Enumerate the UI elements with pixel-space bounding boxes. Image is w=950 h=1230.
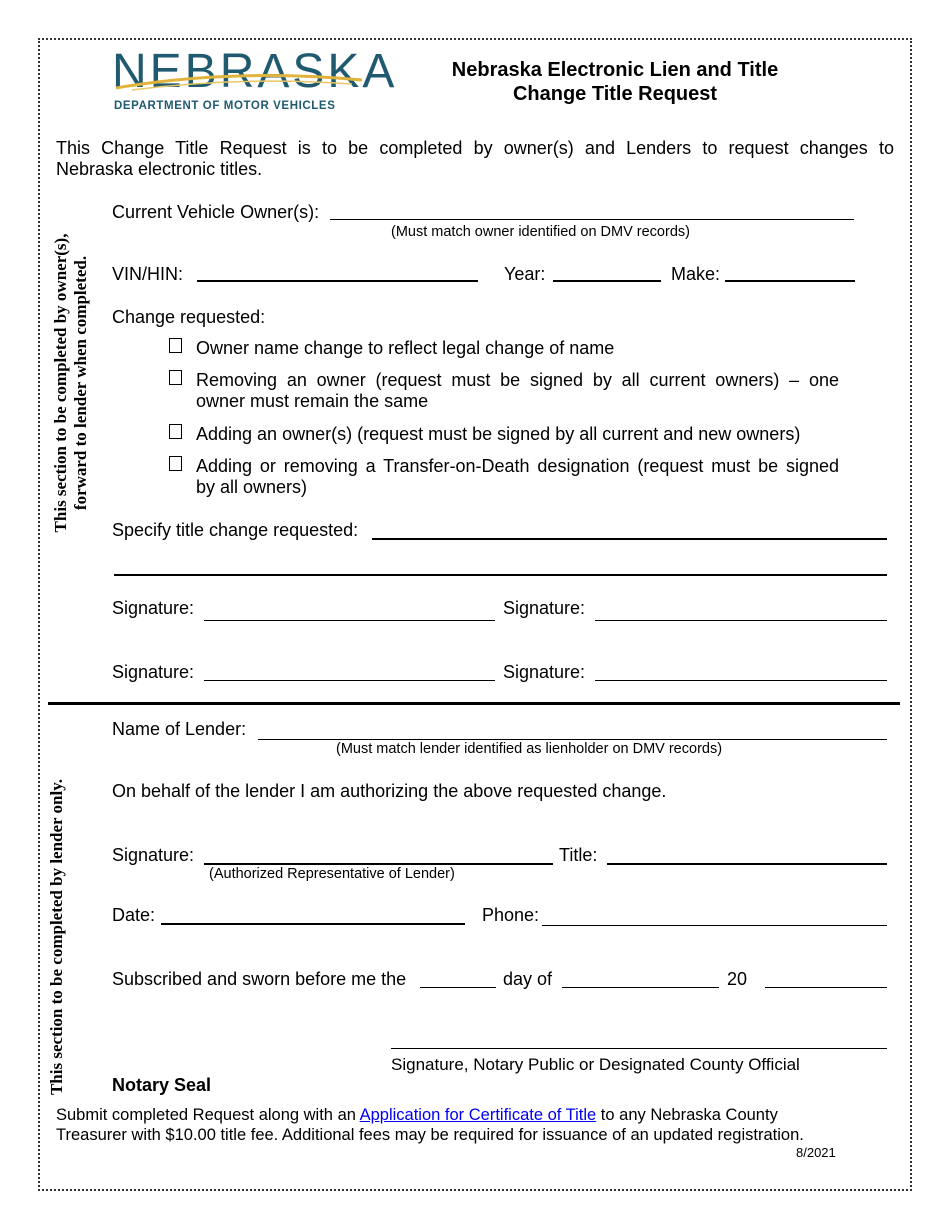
notary-seal-label: Notary Seal: [112, 1075, 212, 1095]
application-certificate-title-link[interactable]: Application for Certificate of Title: [359, 1106, 597, 1124]
change-requested-label: Change requested:: [112, 307, 266, 327]
sworn-month-field[interactable]: [562, 971, 719, 988]
current-owner-field[interactable]: [330, 204, 854, 220]
option-remove-owner-label: Removing an owner (request must be signed by all current owners) – one: [196, 370, 839, 390]
lender-signature-label: Signature:: [112, 845, 195, 865]
sworn-day-field[interactable]: [420, 971, 496, 988]
vin-field[interactable]: [197, 264, 478, 282]
phone-label: Phone:: [482, 905, 540, 925]
lender-name-label: Name of Lender:: [112, 719, 247, 739]
option-name-change-checkbox[interactable]: [169, 338, 182, 353]
lender-authorize-text: On behalf of the lender I am authorizing the above requested change.: [112, 781, 667, 801]
intro-line1: This Change Title Request is to be completed by owner(s) and Lenders to request changes to: [56, 138, 894, 158]
lender-title-label: Title:: [559, 845, 598, 865]
lender-signature-field[interactable]: [204, 847, 553, 865]
option-tod-checkbox[interactable]: [169, 456, 182, 471]
form-date: 8/2021: [796, 1145, 836, 1160]
owner-signature-label-4: Signature:: [503, 662, 586, 682]
owner-signature-field-3[interactable]: [204, 664, 495, 681]
year-field[interactable]: [553, 264, 661, 282]
owner-signature-label-1: Signature:: [112, 598, 195, 618]
specify-change-field[interactable]: [372, 522, 887, 540]
footer-line2: Treasurer with $10.00 title fee. Additional fees may be required for issuance of an updated registration.: [56, 1126, 804, 1144]
logo-subtitle: DEPARTMENT OF MOTOR VEHICLES: [114, 100, 336, 112]
footer-instructions: [56, 1105, 804, 1145]
owner-signature-field-4[interactable]: [595, 664, 887, 681]
logo-wordmark: NEBRASKA: [112, 45, 398, 98]
notary-signature-field[interactable]: [391, 1032, 887, 1049]
option-tod-label: Adding or removing a Transfer-on-Death designation (request must be signed: [196, 456, 839, 476]
owner-signature-label-3: Signature:: [112, 662, 195, 682]
specify-change-label: Specify title change requested:: [112, 520, 359, 540]
lender-title-field[interactable]: [607, 847, 887, 865]
logo-swoosh-icon: [112, 46, 372, 106]
option-name-change-label: Owner name change to reflect legal change of name: [196, 338, 615, 358]
vin-label: VIN/HIN:: [112, 264, 184, 284]
nebraska-dmv-logo: [112, 45, 398, 116]
lender-name-field[interactable]: [258, 723, 887, 740]
option-add-owner-label: Adding an owner(s) (request must be signed by all current and new owners): [196, 424, 801, 444]
owner-signature-field-1[interactable]: [204, 604, 495, 621]
sworn-text-3: 20: [727, 969, 748, 989]
year-label: Year:: [504, 264, 546, 284]
form-title-line1: Nebraska Electronic Lien and Title: [451, 59, 779, 81]
form-title: [400, 58, 830, 106]
intro-line2: Nebraska electronic titles.: [56, 159, 263, 179]
lender-section-side-label: This section to be completed by lender only.: [47, 778, 66, 1096]
specify-change-field-line2[interactable]: [114, 560, 887, 576]
date-label: Date:: [112, 905, 156, 925]
option-add-owner-checkbox[interactable]: [169, 424, 182, 439]
option-remove-owner-checkbox[interactable]: [169, 370, 182, 385]
form-title-line2: Change Title Request: [512, 83, 718, 105]
sworn-year-field[interactable]: [765, 971, 887, 988]
option-remove-owner-label-line2: owner must remain the same: [196, 391, 429, 411]
make-field[interactable]: [725, 264, 855, 282]
date-field[interactable]: [161, 907, 465, 925]
owner-signature-label-2: Signature:: [503, 598, 586, 618]
current-owner-note: (Must match owner identified on DMV records): [391, 224, 690, 240]
section-divider: [48, 702, 900, 705]
current-owner-label: Current Vehicle Owner(s):: [112, 202, 320, 222]
sworn-text-1: Subscribed and sworn before me the: [112, 969, 407, 989]
owner-signature-field-2[interactable]: [595, 604, 887, 621]
lender-name-note: (Must match lender identified as lienholder on DMV records): [336, 741, 723, 757]
option-tod-label-line2: by all owners): [196, 477, 308, 497]
make-label: Make:: [671, 264, 721, 284]
phone-field[interactable]: [542, 909, 887, 926]
lender-signature-note: (Authorized Representative of Lender): [209, 866, 455, 882]
notary-signature-label: Signature, Notary Public or Designated County Official: [391, 1055, 800, 1074]
owner-section-side-label: This section to be completed by owner(s), forward to lender when completed.: [51, 233, 90, 533]
footer-line1: Submit completed Request along with an Application for Certificate of Title to any Nebraska County: [56, 1106, 778, 1124]
sworn-text-2: day of: [503, 969, 553, 989]
